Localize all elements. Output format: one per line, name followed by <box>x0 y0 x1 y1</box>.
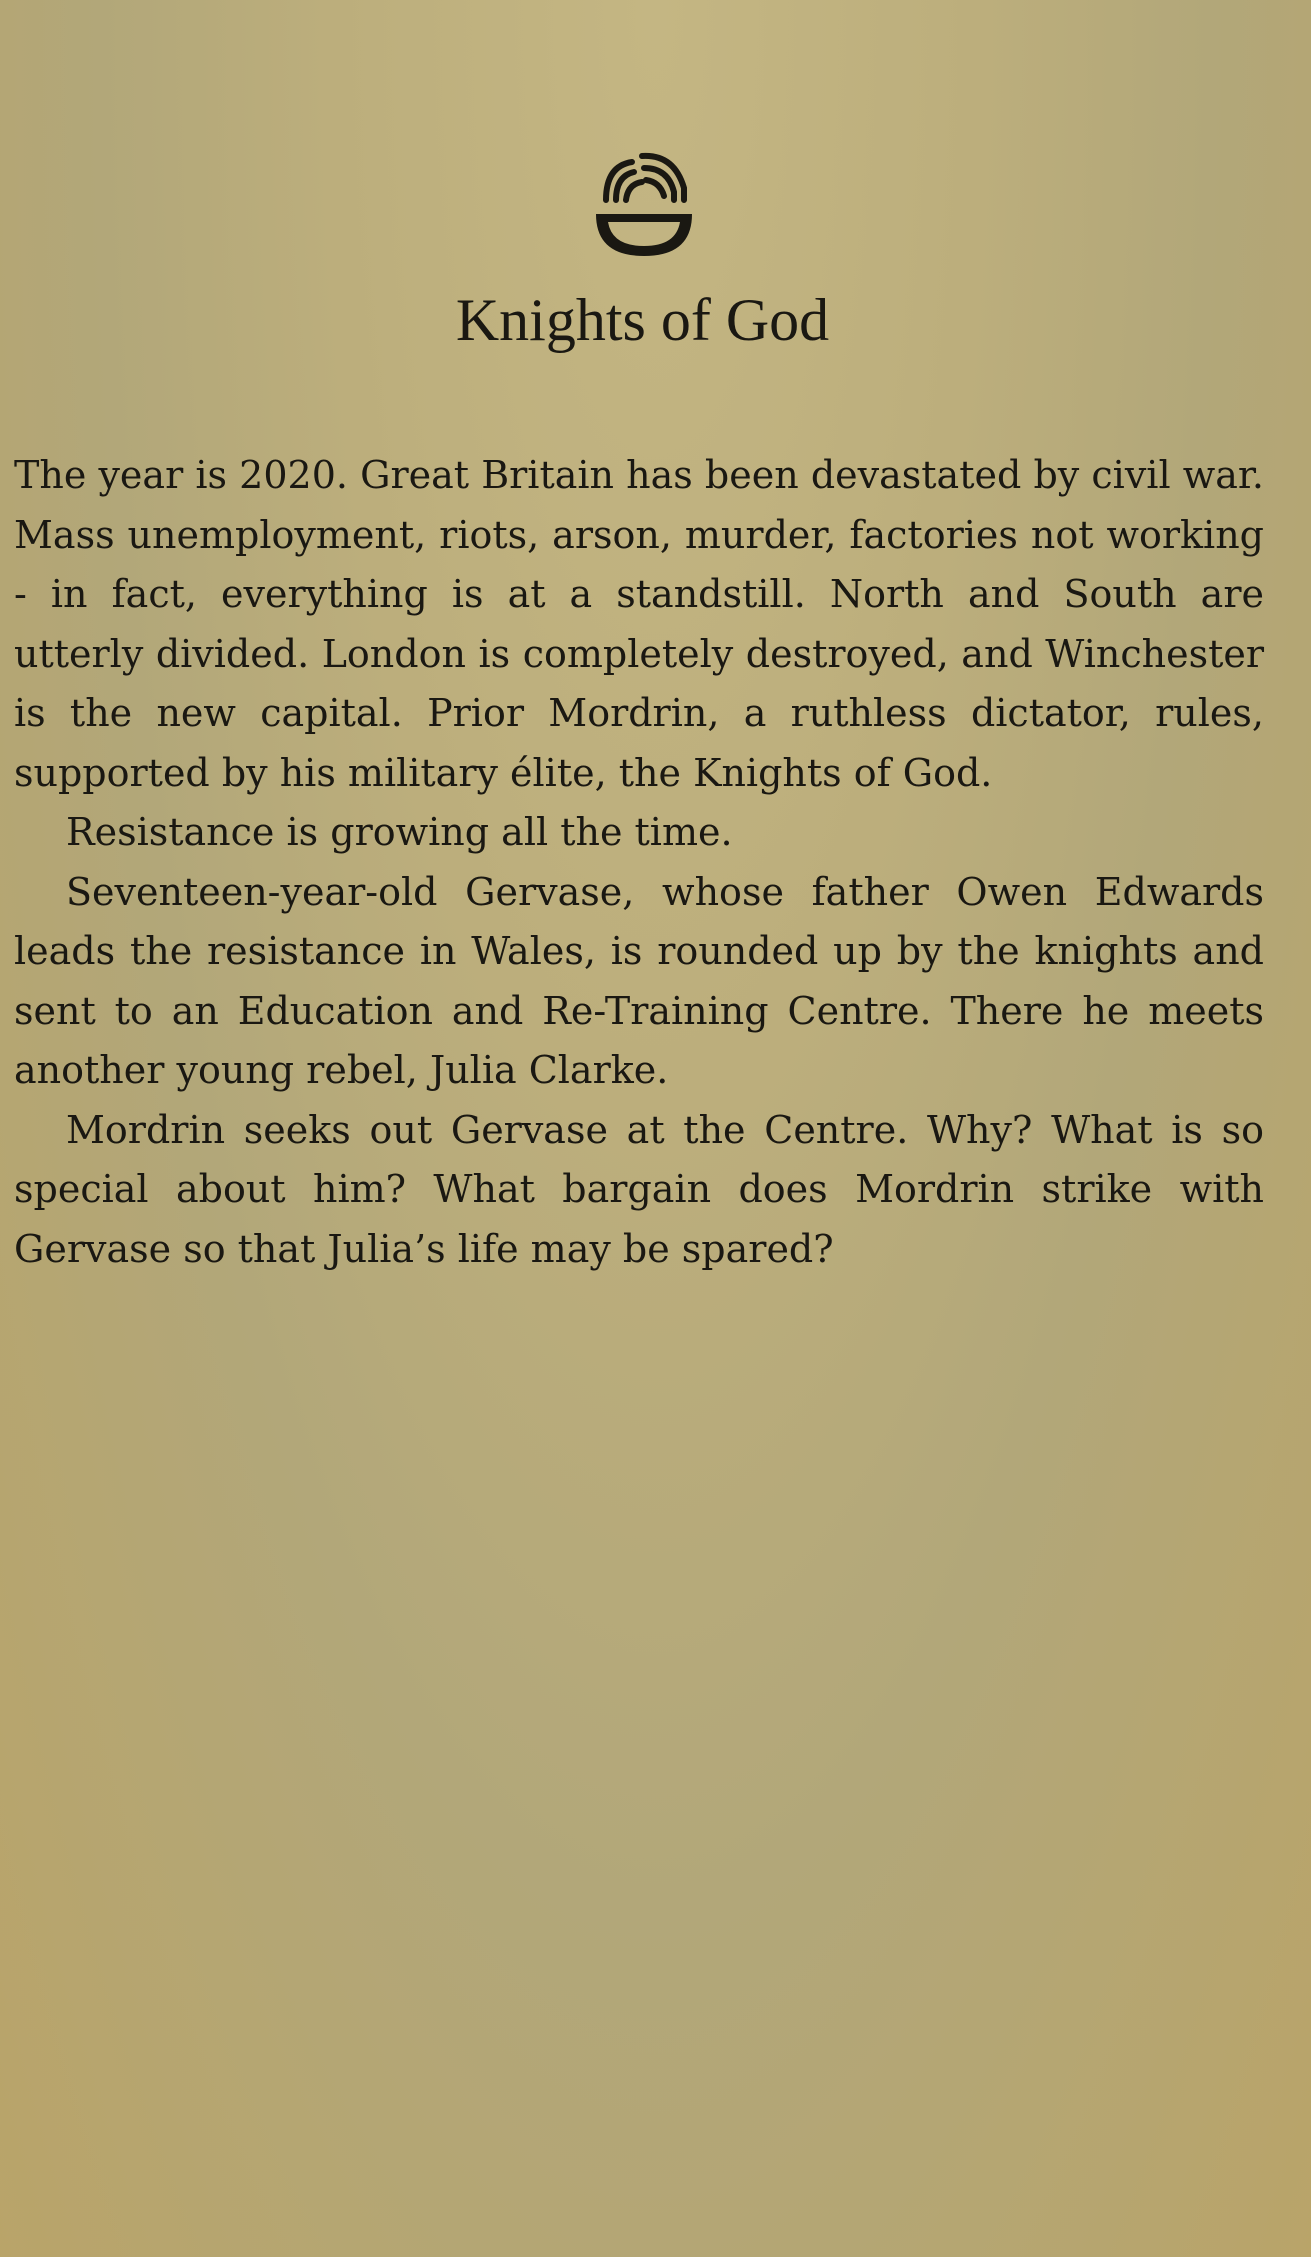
blurb-paragraph: Mordrin seeks out Gervase at the Centre. Why? What is so special about him? What bargain does Mordrin strike with Gervase so that Julia’s life may be spared? <box>14 1107 1264 1271</box>
publisher-logo-icon <box>588 148 700 260</box>
book-title: Knights of God <box>455 287 830 353</box>
blurb-paragraph: Resistance is growing all the time. <box>66 810 733 854</box>
blurb-paragraph: The year is 2020. Great Britain has been devastated by civil war. Mass unemployment, riots, arson, murder, factories not working - in fact, everything is at a standstill. North and South are utterly divided. London is completely destroyed, and Winchester is the new capital. Prior Mordrin, a ruthless dictator, rules, supported by his military élite, the Knights of God. <box>14 453 1264 795</box>
blurb-paragraph: Seventeen-year-old Gervase, whose father Owen Edwards leads the resistance in Wales, is rounded up by the knights and sent to an Education and Re-Training Centre. There he meets another young rebel, Julia Clarke. <box>14 869 1264 1092</box>
book-blurb <box>14 446 1264 1279</box>
